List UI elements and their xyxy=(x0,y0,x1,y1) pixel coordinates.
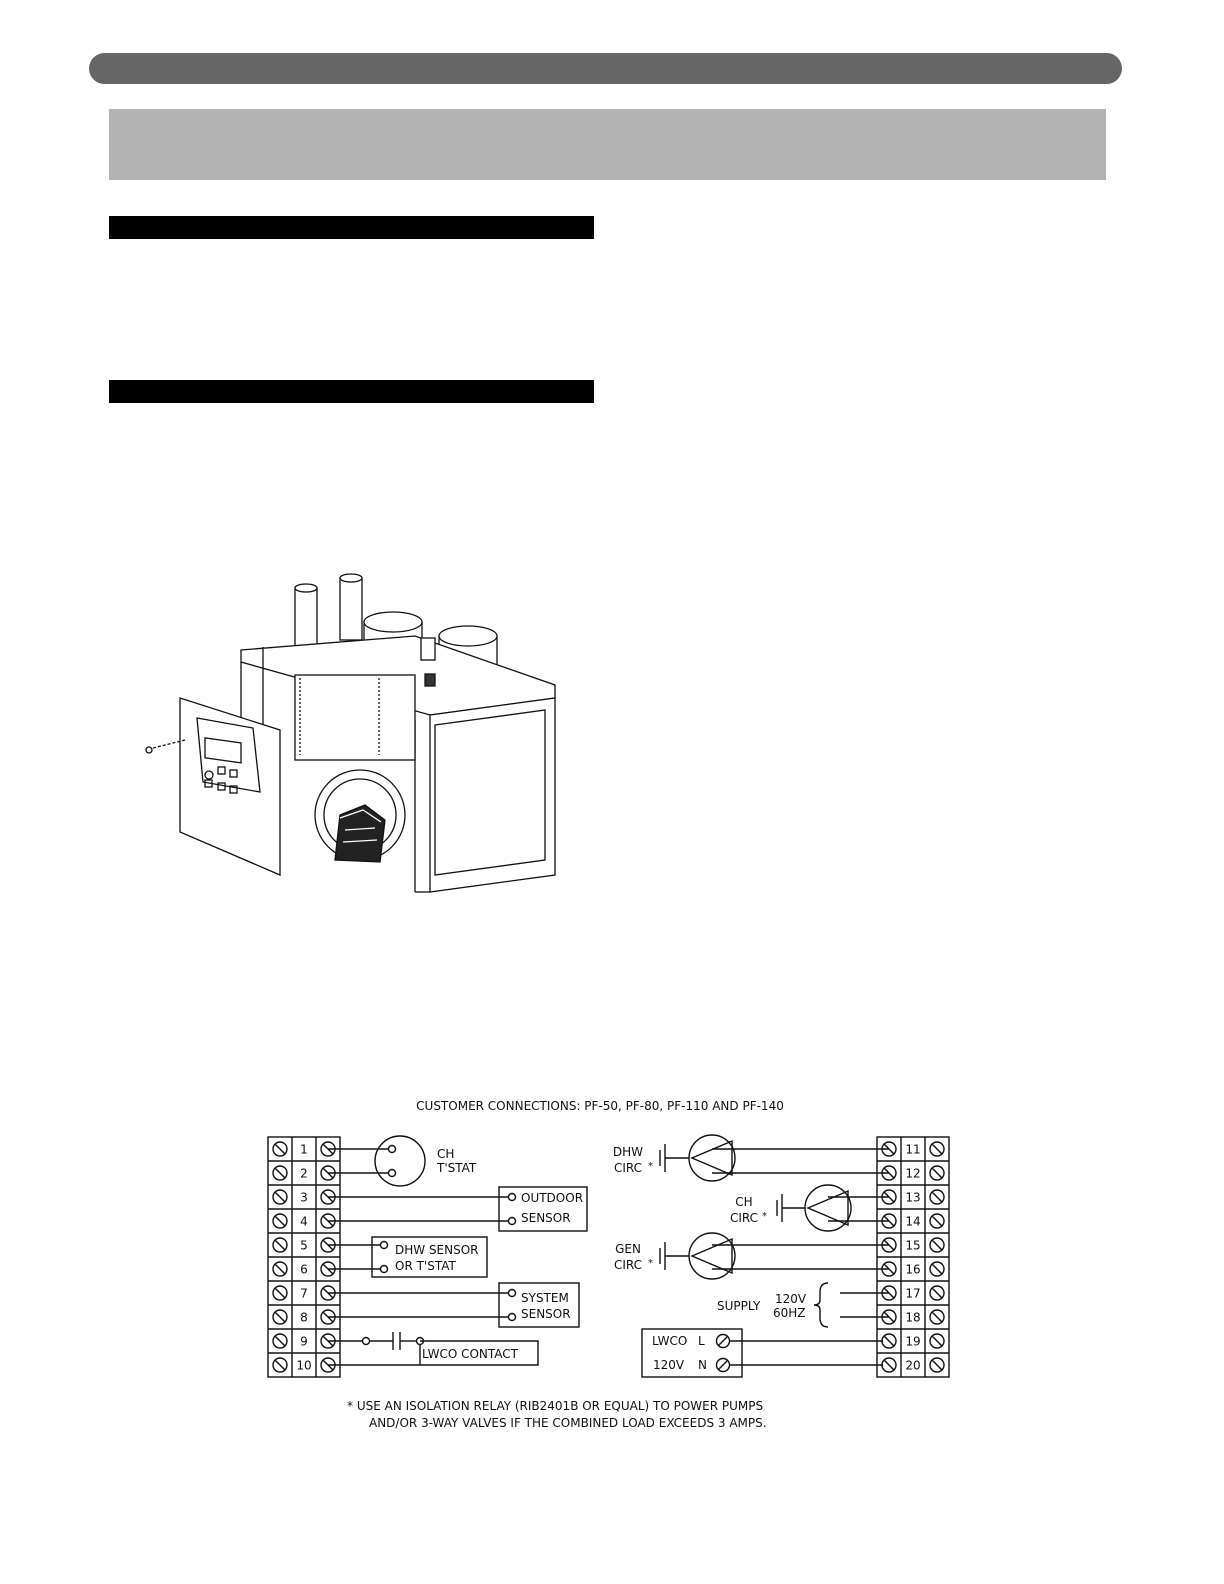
left-terminal-7-screw-a-slot xyxy=(275,1288,285,1298)
right-terminal-19-screw-a-slot xyxy=(884,1336,894,1346)
header-bar xyxy=(89,53,1122,84)
left-terminal-6-label: 6 xyxy=(300,1262,308,1277)
section-heading-bar-1 xyxy=(109,216,594,239)
ch-tstat-label-2: T'STAT xyxy=(437,1161,477,1175)
right-terminal-13-screw-b-slot xyxy=(932,1192,942,1202)
right-terminal-11-label: 11 xyxy=(905,1142,921,1157)
right-terminal-15-screw-b-slot xyxy=(932,1240,942,1250)
left-terminal-6-screw-a-slot xyxy=(275,1264,285,1274)
ch-circulator xyxy=(730,1185,889,1231)
lwco-contact-label: LWCO CONTACT xyxy=(422,1347,518,1361)
outdoor-sensor-label-1: OUTDOOR xyxy=(521,1191,584,1205)
left-terminal-9-label: 9 xyxy=(300,1334,308,1349)
right-terminal-14-screw-b-slot xyxy=(932,1216,942,1226)
supply-frequency: 60HZ xyxy=(773,1306,806,1320)
left-terminal-8-screw-a-slot xyxy=(275,1312,285,1322)
right-terminal-14-label: 14 xyxy=(905,1214,921,1229)
supply-label: SUPPLY xyxy=(717,1299,761,1313)
system-sensor xyxy=(328,1283,579,1327)
lwco-terminal-box xyxy=(642,1329,883,1377)
left-terminal-5-label: 5 xyxy=(300,1238,308,1253)
left-terminal-10-screw-a-slot xyxy=(275,1360,285,1370)
right-terminal-20-label: 20 xyxy=(905,1358,921,1373)
system-sensor-label-1: SYSTEM xyxy=(521,1291,569,1305)
dhw-sensor-label-2: OR T'STAT xyxy=(395,1259,456,1273)
lwco-label: LWCO xyxy=(652,1334,688,1348)
gen-circulator xyxy=(614,1233,889,1279)
lwco-contact xyxy=(328,1332,538,1365)
dhw-circulator xyxy=(613,1135,889,1181)
ch-circ-label-2: CIRC xyxy=(729,1211,759,1225)
gen-circ-label-1: GEN xyxy=(615,1242,641,1256)
right-terminal-16-screw-b-slot xyxy=(932,1264,942,1274)
right-terminal-18-screw-b-slot xyxy=(932,1312,942,1322)
right-terminal-16-label: 16 xyxy=(905,1262,921,1277)
lwco-l-label: L xyxy=(698,1334,705,1348)
left-terminal-3-label: 3 xyxy=(300,1190,308,1205)
right-terminal-19-screw-b-slot xyxy=(932,1336,942,1346)
left-terminal-3-screw-a-slot xyxy=(275,1192,285,1202)
left-terminal-8-label: 8 xyxy=(300,1310,308,1325)
dhw-circ-asterisk: * xyxy=(648,1161,653,1172)
left-terminal-2-label: 2 xyxy=(300,1166,308,1181)
left-terminal-2-screw-a-slot xyxy=(275,1168,285,1178)
left-terminal-5-screw-a-slot xyxy=(275,1240,285,1250)
section-heading-bar-2 xyxy=(109,380,594,403)
title-band xyxy=(109,109,1106,180)
diagram-title: CUSTOMER CONNECTIONS: PF-50, PF-80, PF-110 AND PF-140 xyxy=(416,1099,784,1113)
left-terminal-7-label: 7 xyxy=(300,1286,308,1301)
right-terminal-15-label: 15 xyxy=(905,1238,921,1253)
outdoor-sensor-label-2: SENSOR xyxy=(521,1211,571,1225)
supply-voltage: 120V xyxy=(775,1292,807,1306)
ch-circ-label-1: CH xyxy=(735,1195,753,1209)
burner-fan xyxy=(315,770,405,862)
lwco-120v-label: 120V xyxy=(653,1358,685,1372)
boiler-illustration xyxy=(135,570,565,895)
right-terminal-17-label: 17 xyxy=(905,1286,921,1301)
right-terminal-20-screw-b-slot xyxy=(932,1360,942,1370)
footnote-line-2: AND/OR 3-WAY VALVES IF THE COMBINED LOAD EXCEEDS 3 AMPS. xyxy=(369,1416,767,1430)
left-terminal-4-label: 4 xyxy=(300,1214,308,1229)
right-terminal-12-screw-b-slot xyxy=(932,1168,942,1178)
power-supply xyxy=(717,1283,889,1327)
dhw-circ-label-1: DHW xyxy=(612,1145,644,1159)
right-terminal-17-screw-b-slot xyxy=(932,1288,942,1298)
left-terminal-1-label: 1 xyxy=(300,1142,308,1157)
lwco-n-label: N xyxy=(698,1358,707,1372)
left-terminal-9-screw-a-slot xyxy=(275,1336,285,1346)
right-terminal-18-label: 18 xyxy=(905,1310,921,1325)
dhw-sensor-label-1: DHW SENSOR xyxy=(395,1243,479,1257)
left-terminal-1-screw-a-slot xyxy=(275,1144,285,1154)
dhw-sensor xyxy=(328,1237,487,1277)
customer-connections-diagram xyxy=(262,1092,962,1437)
gen-circ-asterisk: * xyxy=(648,1258,653,1269)
dhw-circ-label-2: CIRC xyxy=(613,1161,643,1175)
right-terminal-12-label: 12 xyxy=(905,1166,921,1181)
right-terminal-19-label: 19 xyxy=(905,1334,921,1349)
right-terminal-13-label: 13 xyxy=(905,1190,921,1205)
ch-tstat-label-1: CH xyxy=(437,1147,455,1161)
footnote-line-1: * USE AN ISOLATION RELAY (RIB2401B OR EQUAL) TO POWER PUMPS xyxy=(347,1399,764,1413)
outdoor-sensor xyxy=(328,1187,587,1231)
gen-circ-label-2: CIRC xyxy=(613,1258,643,1272)
control-panel-door xyxy=(180,698,280,875)
right-terminal-11-screw-b-slot xyxy=(932,1144,942,1154)
left-terminal-4-screw-a-slot xyxy=(275,1216,285,1226)
ch-thermostat xyxy=(328,1136,477,1186)
right-terminal-20-screw-a-slot xyxy=(884,1360,894,1370)
system-sensor-label-2: SENSOR xyxy=(521,1307,571,1321)
ch-circ-asterisk: * xyxy=(762,1211,767,1222)
left-terminal-10-label: 10 xyxy=(296,1358,312,1373)
